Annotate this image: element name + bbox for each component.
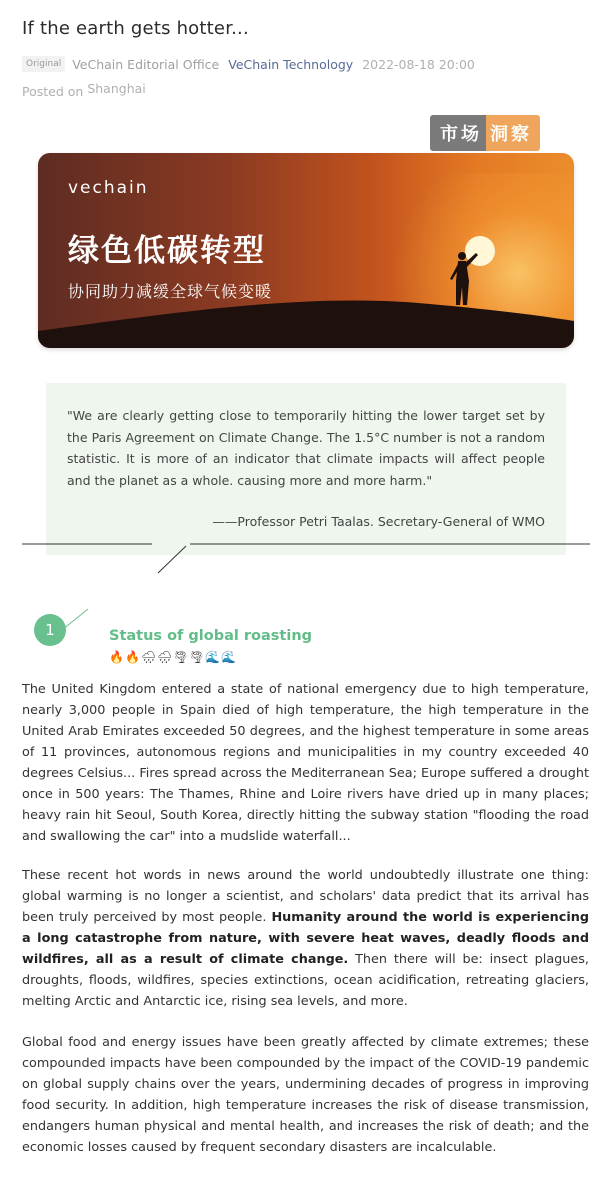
hill-silhouette xyxy=(38,300,574,348)
author-name: VeChain Editorial Office xyxy=(72,56,220,72)
posted-location xyxy=(22,81,146,99)
original-tag: Original xyxy=(22,56,65,72)
account-link[interactable]: VeChain Technology xyxy=(228,56,354,72)
quote-text: "We are clearly getting close to temporarily hitting the lower target set by the Paris Agreement on Climate Change. The 1.5°C number is not a random statistic. It is more of an indicator that climate impacts will affect people and the planet as a whole. causing more and more harm." xyxy=(67,408,545,488)
fire-icon: 🔥 xyxy=(125,650,140,664)
rain-cloud-icon: 🌧 xyxy=(157,650,173,664)
article-meta xyxy=(22,56,475,72)
paragraph-2 xyxy=(22,865,589,1012)
market-tag-part2: 洞察 xyxy=(486,115,540,151)
banner-subline: 协同助力减缓全球气候变暖 xyxy=(68,282,273,301)
tornado-icon: 🌪 xyxy=(189,650,205,664)
paragraph-3: Global food and energy issues have been greatly affected by climate extremes; these compounded impacts have been compounded by the impact of the COVID-19 pandemic on global supply chains over the years, undermining decades of progress in improving food security. In addition, high temperature increases the risk of disease transmission, endangers human physical and mental health, and increases the risk of death; and the economic losses caused by frequent secondary disasters are incalculable. xyxy=(22,1035,589,1155)
section-title: Status of global roasting xyxy=(109,628,313,644)
article-title: If the earth gets hotter... xyxy=(22,18,249,39)
quote-divider xyxy=(0,530,611,580)
rain-cloud-icon: 🌧 xyxy=(141,650,157,664)
fire-icon: 🔥 xyxy=(109,650,124,664)
tornado-icon: 🌪 xyxy=(173,650,189,664)
posted-on-label: Posted on xyxy=(22,84,84,99)
banner-headline: 绿色低碳转型 xyxy=(68,233,266,269)
banner-image xyxy=(38,153,574,348)
paragraph-2-rest: Then there will be: insect plagues, droughts, floods, wildfires, species extinctions, ocean acidification, retreating glaciers, melting Arctic and Antarctic ice, rising sea levels, and more. xyxy=(22,952,589,1009)
paragraph-2-intro: These recent hot words in news around the world undoubtedly illustrate one thing: global warming is no longer a scientist, and scholars' data predict that its arrival has been truly perceived by most people. xyxy=(22,868,589,925)
banner-brand: vechain xyxy=(68,178,149,198)
section-emoji-row xyxy=(109,650,236,664)
paragraph-2-emphasis: Humanity around the world is experiencing a long catastrophe from nature, with severe heat waves, deadly floods and wildfires, all as a result of climate change. xyxy=(22,910,589,967)
quote-author: ——Professor Petri Taalas. Secretary-General of WMO xyxy=(212,514,545,529)
wave-icon: 🌊 xyxy=(221,650,236,664)
location-text: Shanghai xyxy=(87,81,146,96)
paragraph-1: The United Kingdom entered a state of national emergency due to high temperature, nearly 3,000 people in Spain died of high temperature, the high temperature in the United Arab Emirates exceeded 50 degrees, and the highest temperature in some areas of 11 provinces, autonomous regions and municipalities in my country exceeded 40 degrees Celsius... Fires spread across the Mediterranean Sea; Europe suffered a drought once in 500 years: The Thames, Rhine and Loire rivers have dried up in many places; heavy rain hit Seoul, South Korea, directly hitting the subway station "flooding the road and swallowing the car" into a mudslide waterfall... xyxy=(22,682,589,844)
market-tag-part1: 市场 xyxy=(430,115,486,151)
market-insight-tag xyxy=(430,115,540,151)
section-number-badge: 1 xyxy=(34,614,66,646)
publish-date: 2022-08-18 20:00 xyxy=(362,56,475,72)
wave-icon: 🌊 xyxy=(205,650,220,664)
